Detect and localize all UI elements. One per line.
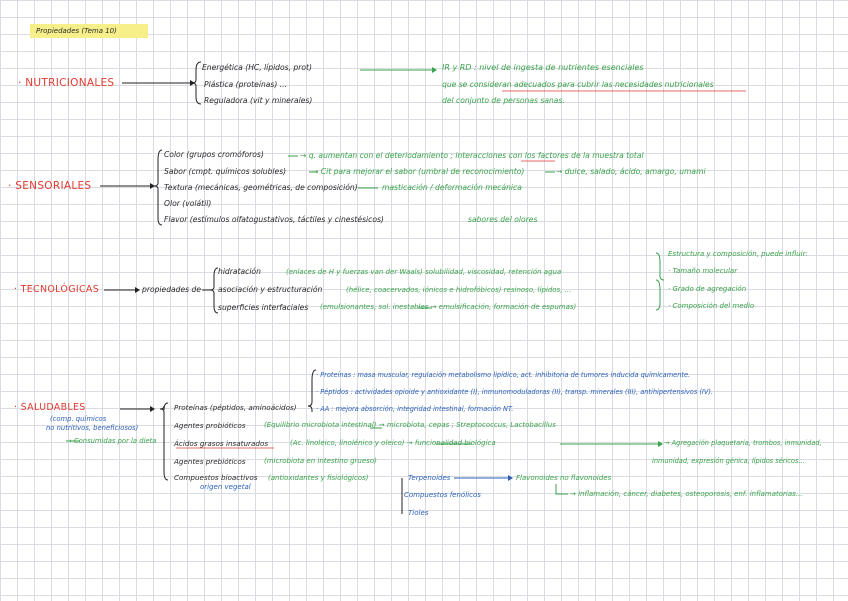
senso-note-sabores: → dulce, salado, ácido, amargo, umami	[556, 167, 706, 176]
tecno-side-2: · Tamaño molecular	[668, 267, 738, 275]
salud-note-prebioticos: (microbiota en intestino grueso)	[264, 457, 377, 465]
tecno-item-superficies: superficies interfaciales	[218, 303, 309, 312]
tecno-detail-1: (enlaces de H y fuerzas van der Waals) solubilidad, viscosidad, retención agua	[286, 268, 562, 276]
heading-sensoriales: · SENSORIALES	[8, 180, 92, 192]
senso-note-textura: masticación / deformación mecánica	[382, 183, 522, 192]
senso-item-textura: Textura (mecánicas, geométricas, de composición)	[164, 183, 358, 192]
nutri-item-2: Plástica (proteínas) ...	[204, 80, 287, 89]
salud-bullet-1: · Proteínas : masa muscular, regulación metabolismo lipídico, act. inhibitoria de tumores inducida químicamente.	[316, 371, 691, 379]
salud-item-bioactivos: Compuestos bioactivos	[174, 473, 258, 482]
salud-bullet-3: · AA : mejora absorción, integridad intestinal, formación NT.	[316, 405, 514, 413]
saludables-sub-1: (comp. químicos	[50, 415, 107, 423]
bioactivo-fenolicos: Compuestos fenólicos	[404, 491, 481, 499]
tecno-link: propiedades de	[142, 285, 202, 294]
tecno-item-asociacion: asociación y estructuración	[218, 285, 323, 294]
tecno-side-3: · Grado de agregación	[668, 285, 747, 293]
salud-item-probioticos: Agentes probióticos	[174, 421, 246, 430]
tecno-side-1: Estructura y composición, puede influir:	[668, 250, 808, 258]
nutri-item-3: Reguladora (vit y minerales)	[204, 96, 313, 105]
salud-note-probioticos: (Equilibrio microbiota intestinal) → microbiota, cepas ; Streptococcus, Lactobacillus	[264, 421, 556, 429]
fenol-note: → inflamación, cáncer, diabetes, osteoporosis, enf. inflamatorias...	[570, 490, 803, 498]
tecno-detail-3: (emulsionantes, sol. inestables → emulsificación, formación de espumas)	[320, 303, 577, 311]
salud-note-acidos: (Ac. linoleico, linolénico y oleico) → funcionalidad biológica	[290, 439, 496, 447]
nutri-note-1: IR y RD : nivel de ingesta de nutrientes esenciales	[442, 63, 644, 72]
saludables-sub-2: no nutritivos, beneficiosos)	[46, 424, 139, 432]
salud-agregacion-1: → Agregación plaquetaria, trombos, inmunidad,	[664, 439, 822, 447]
senso-note-sabor: → Cit para mejorar el sabor (umbral de reconocimiento)	[312, 167, 525, 176]
heading-nutricionales: · NUTRICIONALES	[18, 77, 115, 89]
heading-saludables: · SALUDABLES	[14, 402, 86, 413]
nutri-note-3: del conjunto de personas sanas.	[442, 96, 565, 105]
senso-note-flavor: sabores del olores	[468, 215, 538, 224]
senso-item-color: Color (grupos cromóforos)	[164, 150, 264, 159]
tecno-side-4: · Composición del medio	[668, 302, 755, 310]
senso-item-sabor: Sabor (cmpt. químicos solubles)	[164, 167, 287, 176]
salud-item-acidos-grasos: Ácidos grasos insaturados	[174, 439, 269, 448]
salud-item-proteinas: Proteínas (péptidos, aminoácidos)	[174, 403, 297, 412]
salud-note-bioactivos: (antioxidantes y fisiológicos)	[268, 474, 369, 482]
bioactivo-tioles: Tioles	[408, 509, 429, 517]
salud-item-prebioticos: Agentes prebióticos	[174, 457, 246, 466]
senso-item-olor: Olor (volátil)	[164, 199, 212, 208]
terpen-note: Flavonoides no flavonoides	[516, 474, 612, 482]
senso-note-color: → q. aumentan con el deteriodamiento ; interacciones con los factores de la muestra total	[300, 151, 644, 160]
senso-item-flavor: Flavor (estímulos olfatogustativos, táctiles y cinestésicos)	[164, 215, 384, 224]
page-title: Propiedades (Tema 10)	[36, 27, 117, 35]
tecno-item-hidratacion: hidratación	[218, 267, 261, 276]
bioactivo-terpenoides: Terpenoides	[408, 474, 451, 482]
salud-item-origen: origen vegetal	[200, 483, 251, 491]
nutri-note-2: que se consideran adecuados para cubrir las necesidades nutricionales	[442, 80, 714, 89]
salud-bullet-2: · Péptidos : actividades opioide y antioxidante (I), inmunomoduladoras (II), transp. minerales (III), antihipertensivos (IV).	[316, 388, 714, 396]
salud-agregacion-2: inmunidad, expresión génica, lípidos séricos...	[652, 457, 805, 465]
heading-tecnologicas: · TECNOLÓGICAS	[14, 284, 100, 295]
nutri-item-1: Energética (HC, lípidos, prot)	[202, 63, 312, 72]
saludables-sub-3: → Consumidas por la dieta	[66, 437, 157, 445]
tecno-detail-2: (hélice, coacervados, iónicos e hidrofóbicos) resinoso, lípidos, ...	[346, 286, 572, 294]
